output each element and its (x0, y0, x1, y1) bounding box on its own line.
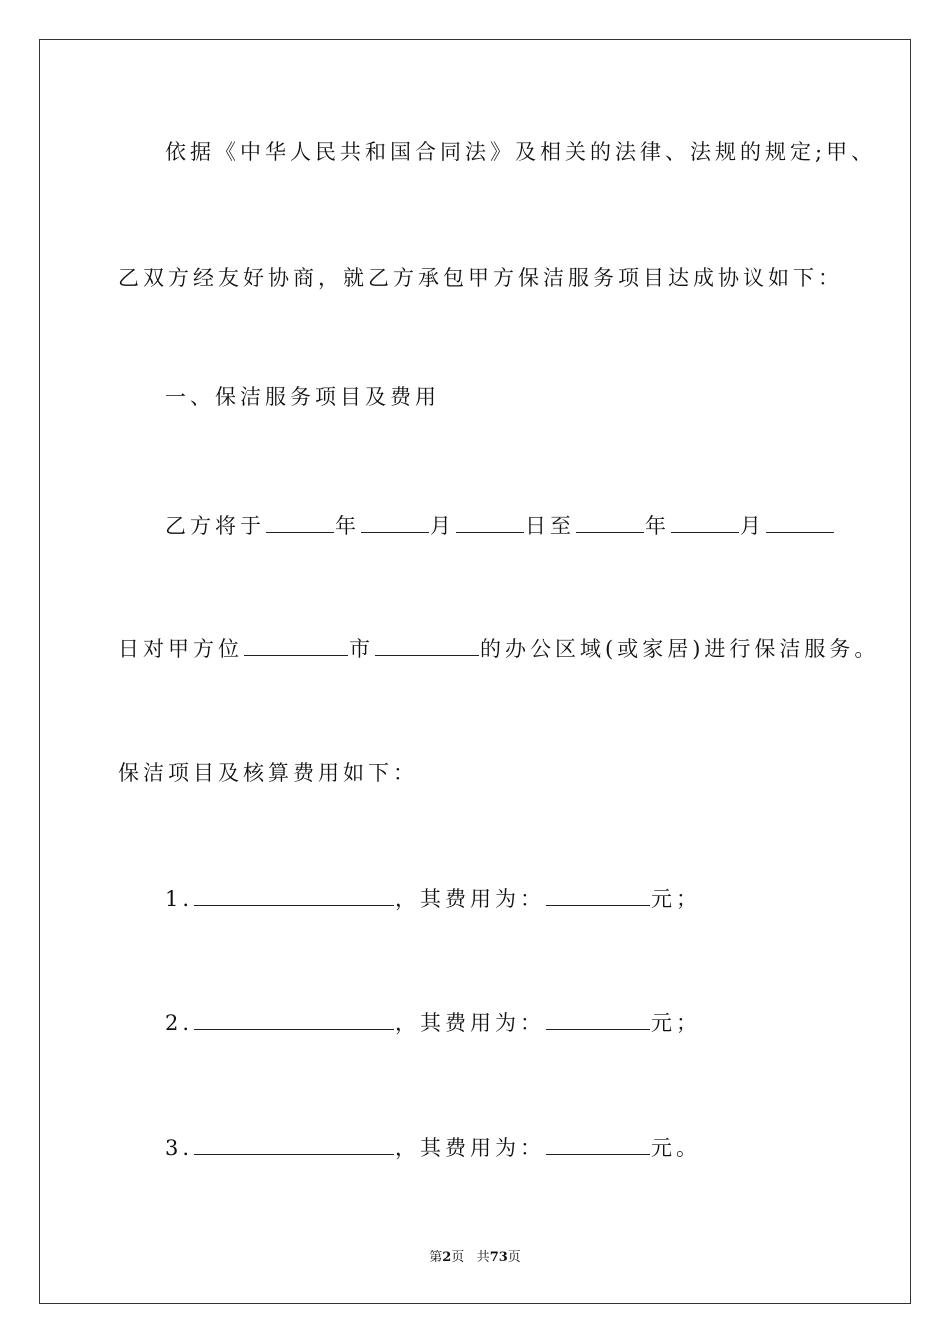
blank-day-start[interactable] (456, 510, 524, 533)
blank-item-name[interactable] (194, 1132, 394, 1155)
unit-label: 元； (651, 1011, 702, 1035)
blank-year-start[interactable] (266, 510, 334, 533)
blank-item-name[interactable] (194, 883, 394, 906)
blank-fee[interactable] (546, 883, 650, 906)
month-label: 月 (430, 514, 455, 538)
location-prefix: 日对甲方位 (118, 637, 243, 661)
blank-day-end[interactable] (766, 510, 834, 533)
total-unit: 页 (507, 1250, 521, 1265)
list-item (165, 883, 701, 914)
year-label: 年 (335, 514, 360, 538)
section-heading: 一、保洁服务项目及费用 (165, 385, 440, 409)
page-footer (0, 1246, 950, 1265)
month-label-end: 月 (740, 514, 765, 538)
blank-year-end[interactable] (576, 510, 644, 533)
intro-line-1: 依据《中华人民共和国合同法》及相关的法律、法规的规定;甲、 (165, 140, 877, 164)
total-prefix: 共 (476, 1250, 490, 1265)
blank-month-end[interactable] (671, 510, 739, 533)
fee-label: ，其费用为： (395, 887, 546, 911)
items-intro: 保洁项目及核算费用如下： (118, 761, 418, 785)
page-unit: 页 (451, 1250, 465, 1265)
footer-prefix: 第 (429, 1250, 443, 1265)
total-pages: 73 (489, 1250, 508, 1265)
blank-fee[interactable] (546, 1132, 650, 1155)
location-suffix: 的办公区域(或家居)进行保洁服务。 (480, 637, 880, 661)
blank-month-start[interactable] (361, 510, 429, 533)
unit-label: 元。 (651, 1136, 702, 1160)
intro-line-2: 乙双方经友好协商，就乙方承包甲方保洁服务项目达成协议如下： (118, 266, 843, 290)
item-number: 1. (165, 887, 194, 911)
city-label: 市 (349, 637, 374, 661)
blank-city[interactable] (244, 633, 348, 656)
year-label-end: 年 (645, 514, 670, 538)
item-number: 3. (165, 1136, 194, 1160)
day-to-label: 日至 (525, 514, 575, 538)
unit-label: 元； (651, 887, 702, 911)
item-number: 2. (165, 1011, 194, 1035)
location-line (118, 633, 879, 664)
fee-label: ，其费用为： (395, 1011, 546, 1035)
period-prefix: 乙方将于 (165, 514, 265, 538)
blank-item-name[interactable] (194, 1007, 394, 1030)
blank-fee[interactable] (546, 1007, 650, 1030)
service-period-line (165, 510, 835, 541)
page-border (39, 39, 911, 1304)
list-item (165, 1007, 701, 1038)
fee-label: ，其费用为： (395, 1136, 546, 1160)
page-number: 2 (442, 1250, 452, 1265)
list-item (165, 1132, 701, 1163)
blank-area[interactable] (375, 633, 479, 656)
